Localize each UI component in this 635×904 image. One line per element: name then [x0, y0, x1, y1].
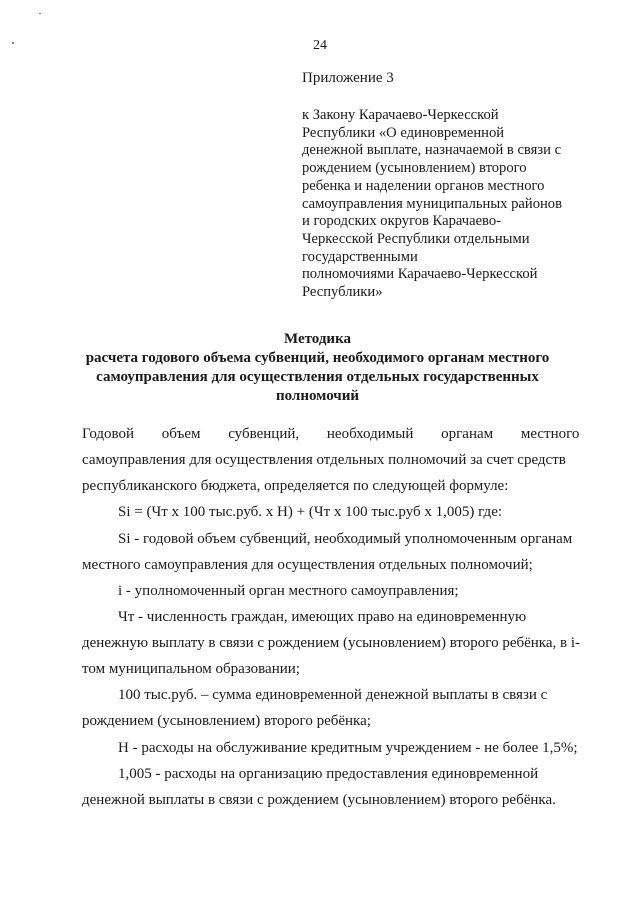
appendix-line: Республики «О единовременной — [302, 124, 505, 141]
heading-line: самоуправления для осуществления отдельных государственных — [96, 369, 539, 385]
appendix-line: самоуправления муниципальных районов — [302, 195, 562, 212]
body-line: i - уполномоченный орган местного самоуправления; — [118, 583, 459, 599]
body-line: денежной выплаты в связи с рождением (усыновлением) второго ребёнка. — [82, 792, 556, 808]
heading-title: Методика — [283, 331, 351, 347]
body-line: 1,005 - расходы на организацию предоставления единовременной — [118, 766, 539, 782]
body-line: местного самоуправления для осуществления отдельных полномочий; — [82, 557, 533, 573]
scan-speck — [39, 13, 41, 14]
appendix-line: Черкесской Республики отдельными — [302, 230, 530, 247]
body-line: Si - годовой объем субвенций, необходимый уполномоченным органам — [118, 531, 573, 547]
formula-line: Si = (Чт х 100 тыс.руб. х Н) + (Чт х 100 тыс.руб х 1,005) где: — [118, 504, 503, 520]
heading-line: полномочий — [275, 388, 360, 404]
heading-line: расчета годового объема субвенций, необходимого органам местного — [85, 350, 550, 366]
appendix-line: и городских округов Карачаево- — [302, 213, 501, 230]
body-line: республиканского бюджета, определяется по следующей формуле: — [82, 478, 509, 494]
appendix-title: Приложение 3 — [302, 70, 394, 86]
appendix-line: рождением (усыновлением) второго — [302, 160, 527, 177]
body-line: том муниципальном образовании; — [82, 661, 300, 677]
appendix-line: к Закону Карачаево-Черкесской — [302, 107, 499, 123]
body-line: денежную выплату в связи с рождением (усыновлением) второго ребёнка, в i- — [82, 635, 581, 651]
body-line: Н - расходы на обслуживание кредитным учреждением - не более 1,5%; — [118, 740, 578, 756]
scan-speck — [12, 42, 14, 44]
body-line: рождением (усыновлением) второго ребёнка; — [82, 713, 371, 729]
appendix-line: денежной выплате, назначаемой в связи с — [302, 142, 562, 159]
methodology-heading — [40, 330, 595, 406]
body-line: Чт - численность граждан, имеющих право на единовременную — [118, 609, 527, 625]
appendix-line: государственными — [302, 248, 418, 265]
appendix-line: полномочиями Карачаево-Черкесской — [302, 266, 538, 283]
appendix-line: ребенка и наделении органов местного — [302, 177, 545, 194]
appendix-line: Республики» — [302, 284, 383, 301]
page-number: 24 — [313, 38, 327, 53]
body-line: самоуправления для осуществления отдельных полномочий за счет средств — [82, 452, 566, 468]
first-line-text: Годовой объем субвенций, необходимый органам местного — [82, 426, 580, 442]
appendix-reference — [302, 107, 562, 302]
body-line: 100 тыс.руб. – сумма единовременной денежной выплаты в связи с — [118, 687, 548, 703]
paragraph-first-line — [82, 426, 580, 443]
